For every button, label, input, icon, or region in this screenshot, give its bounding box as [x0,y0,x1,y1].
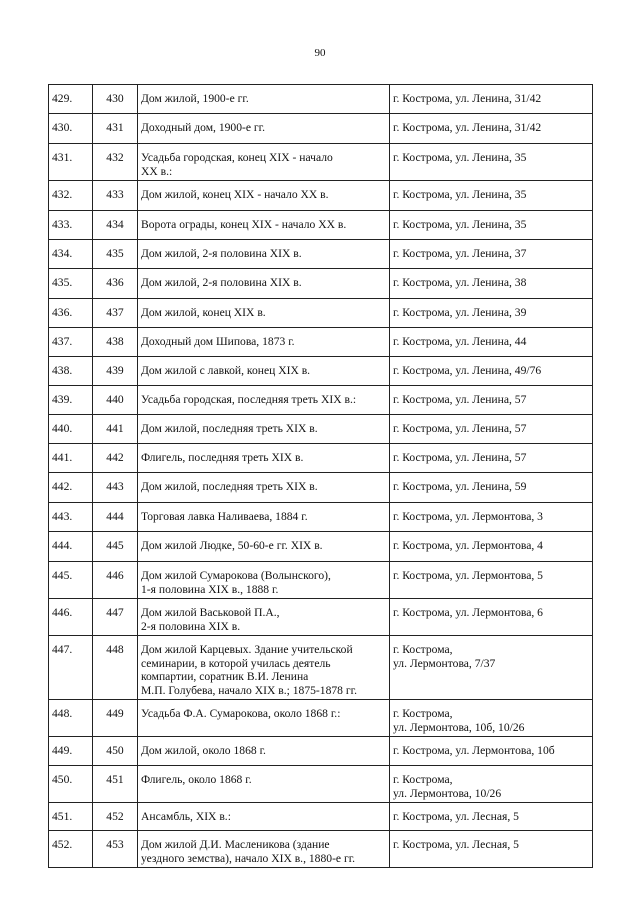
heritage-registry-table [48,84,593,868]
object-address: г. Кострома, ул. Лермонтова, 4 [390,532,593,562]
table-row [49,737,593,766]
row-sequence-number: 448. [49,700,93,737]
object-number: 447 [93,599,138,636]
object-address: г. Кострома, ул. Лесная, 5 [390,803,593,831]
object-address: г. Кострома, ул. Ленина, 49/76 [390,357,593,386]
object-number: 448 [93,636,138,700]
table-row [49,211,593,240]
object-name: Усадьба Ф.А. Сумарокова, около 1868 г.: [138,700,390,737]
row-sequence-number: 434. [49,240,93,269]
table-row [49,240,593,269]
object-name: Дом жилой Д.И. Масленикова (здание уездного земства), начало XIX в., 1880-е гг. [138,831,390,868]
table-row [49,831,593,868]
row-sequence-number: 439. [49,386,93,415]
table-row [49,803,593,831]
object-name: Торговая лавка Наливаева, 1884 г. [138,503,390,532]
object-number: 452 [93,803,138,831]
object-address: г. Кострома, ул. Ленина, 44 [390,328,593,357]
object-address: г. Кострома, ул. Ленина, 35 [390,181,593,211]
object-name: Дом жилой Васьковой П.А., 2-я половина XIX в. [138,599,390,636]
row-sequence-number: 431. [49,144,93,181]
object-address: г. Кострома, ул. Ленина, 57 [390,386,593,415]
object-address: г. Кострома, ул. Ленина, 38 [390,269,593,299]
object-address: г. Кострома, ул. Ленина, 59 [390,473,593,503]
object-name: Ансамбль, XIX в.: [138,803,390,831]
object-number: 434 [93,211,138,240]
object-number: 437 [93,299,138,328]
table-row [49,599,593,636]
object-number: 443 [93,473,138,503]
row-sequence-number: 430. [49,114,93,144]
row-sequence-number: 436. [49,299,93,328]
object-number: 439 [93,357,138,386]
page-number: 90 [314,47,326,59]
table-row [49,328,593,357]
object-name: Флигель, около 1868 г. [138,766,390,803]
object-name: Усадьба городская, последняя треть XIX в.: [138,386,390,415]
row-sequence-number: 437. [49,328,93,357]
object-number: 440 [93,386,138,415]
object-address: г. Кострома, ул. Лесная, 5 [390,831,593,868]
object-number: 451 [93,766,138,803]
object-name: Дом жилой, 2-я половина XIX в. [138,269,390,299]
object-number: 442 [93,444,138,473]
table-row [49,700,593,737]
row-sequence-number: 442. [49,473,93,503]
object-name: Флигель, последняя треть XIX в. [138,444,390,473]
table-row [49,503,593,532]
row-sequence-number: 432. [49,181,93,211]
object-name: Дом жилой с лавкой, конец XIX в. [138,357,390,386]
object-address: г. Кострома, ул. Лермонтова, 6 [390,599,593,636]
row-sequence-number: 451. [49,803,93,831]
object-number: 438 [93,328,138,357]
object-name: Дом жилой Сумарокова (Волынского), 1-я половина XIX в., 1888 г. [138,562,390,599]
table-row [49,444,593,473]
row-sequence-number: 429. [49,85,93,114]
table-body [49,85,593,868]
object-number: 453 [93,831,138,868]
object-name: Дом жилой, 2-я половина XIX в. [138,240,390,269]
object-number: 436 [93,269,138,299]
object-number: 446 [93,562,138,599]
object-name: Дом жилой, последняя треть XIX в. [138,415,390,444]
object-number: 435 [93,240,138,269]
row-sequence-number: 440. [49,415,93,444]
object-name: Дом жилой, 1900-е гг. [138,85,390,114]
object-name: Усадьба городская, конец XIX - начало XX в.: [138,144,390,181]
object-address: г. Кострома, ул. Ленина, 31/42 [390,114,593,144]
row-sequence-number: 443. [49,503,93,532]
object-name: Доходный дом Шипова, 1873 г. [138,328,390,357]
table-row [49,85,593,114]
object-number: 431 [93,114,138,144]
table-row [49,181,593,211]
object-address: г. Кострома, ул. Лермонтова, 10/26 [390,766,593,803]
row-sequence-number: 441. [49,444,93,473]
row-sequence-number: 433. [49,211,93,240]
object-number: 432 [93,144,138,181]
table-row [49,386,593,415]
object-address: г. Кострома, ул. Лермонтова, 3 [390,503,593,532]
table-row [49,636,593,700]
object-number: 430 [93,85,138,114]
table-row [49,766,593,803]
object-number: 433 [93,181,138,211]
table-row [49,269,593,299]
row-sequence-number: 452. [49,831,93,868]
table-row [49,357,593,386]
row-sequence-number: 445. [49,562,93,599]
row-sequence-number: 446. [49,599,93,636]
object-number: 444 [93,503,138,532]
table-row [49,415,593,444]
row-sequence-number: 449. [49,737,93,766]
row-sequence-number: 435. [49,269,93,299]
object-address: г. Кострома, ул. Ленина, 57 [390,415,593,444]
row-sequence-number: 450. [49,766,93,803]
object-name: Доходный дом, 1900-е гг. [138,114,390,144]
object-name: Дом жилой, последняя треть XIX в. [138,473,390,503]
object-number: 445 [93,532,138,562]
object-address: г. Кострома, ул. Ленина, 35 [390,211,593,240]
row-sequence-number: 438. [49,357,93,386]
row-sequence-number: 447. [49,636,93,700]
object-address: г. Кострома, ул. Ленина, 35 [390,144,593,181]
object-address: г. Кострома, ул. Ленина, 57 [390,444,593,473]
object-number: 441 [93,415,138,444]
table-row [49,473,593,503]
object-address: г. Кострома, ул. Ленина, 31/42 [390,85,593,114]
object-name: Ворота ограды, конец XIX - начало XX в. [138,211,390,240]
object-address: г. Кострома, ул. Ленина, 39 [390,299,593,328]
table-row [49,144,593,181]
object-address: г. Кострома, ул. Лермонтова, 10б, 10/26 [390,700,593,737]
table-row [49,114,593,144]
table-row [49,562,593,599]
row-sequence-number: 444. [49,532,93,562]
object-name: Дом жилой, конец XIX - начало XX в. [138,181,390,211]
table-row [49,299,593,328]
object-address: г. Кострома, ул. Лермонтова, 7/37 [390,636,593,700]
object-name: Дом жилой Людке, 50-60-е гг. XIX в. [138,532,390,562]
object-name: Дом жилой, конец XIX в. [138,299,390,328]
table-row [49,532,593,562]
object-number: 450 [93,737,138,766]
object-name: Дом жилой, около 1868 г. [138,737,390,766]
object-address: г. Кострома, ул. Ленина, 37 [390,240,593,269]
object-address: г. Кострома, ул. Лермонтова, 10б [390,737,593,766]
object-number: 449 [93,700,138,737]
object-name: Дом жилой Карцевых. Здание учительской семинарии, в которой училась деятель компартии, соратник В.И. Ленина М.П. Голубева, начало XIX в.; 1875-1878 гг. [138,636,390,700]
object-address: г. Кострома, ул. Лермонтова, 5 [390,562,593,599]
